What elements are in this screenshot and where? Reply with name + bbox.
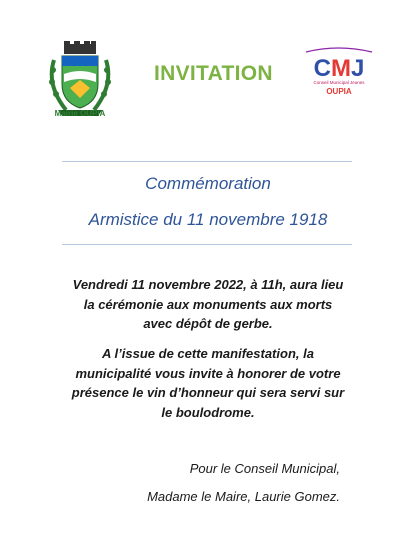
signature-line-mayor: Madame le Maire, Laurie Gomez. bbox=[147, 489, 340, 504]
cmj-subtitle: Conseil Municipal Jeunes bbox=[313, 80, 365, 85]
paragraph-line: avec dépôt de gerbe. bbox=[143, 316, 273, 331]
paragraph-line: A l’issue de cette manifestation, la bbox=[102, 346, 314, 361]
divider-top bbox=[62, 161, 352, 162]
event-heading: Commémoration bbox=[145, 174, 271, 193]
paragraph-line: Vendredi 11 novembre 2022, à 11h, aura lieu bbox=[72, 277, 344, 292]
paragraph-line: municipalité vous invite à honorer de votre bbox=[75, 365, 341, 381]
paragraph-reception bbox=[20, 344, 396, 422]
paragraph-line: présence le vin d’honneur qui sera servi sur bbox=[71, 385, 345, 400]
divider-bottom bbox=[62, 244, 352, 245]
paragraph-ceremony bbox=[20, 275, 396, 334]
cmj-town: OUPIA bbox=[326, 87, 352, 96]
svg-text:CMJ: CMJ bbox=[313, 55, 365, 82]
municipal-crest-icon bbox=[44, 40, 116, 120]
paragraph-line: le boulodrome. bbox=[161, 404, 255, 420]
invitation-title: INVITATION bbox=[154, 62, 273, 85]
event-subheading: Armistice du 11 novembre 1918 bbox=[88, 210, 328, 229]
crest-caption: Mairie OUPIA bbox=[54, 109, 106, 118]
paragraph-line: la cérémonie aux monuments aux morts bbox=[83, 296, 333, 312]
signature-line-council: Pour le Conseil Municipal, bbox=[189, 461, 340, 476]
